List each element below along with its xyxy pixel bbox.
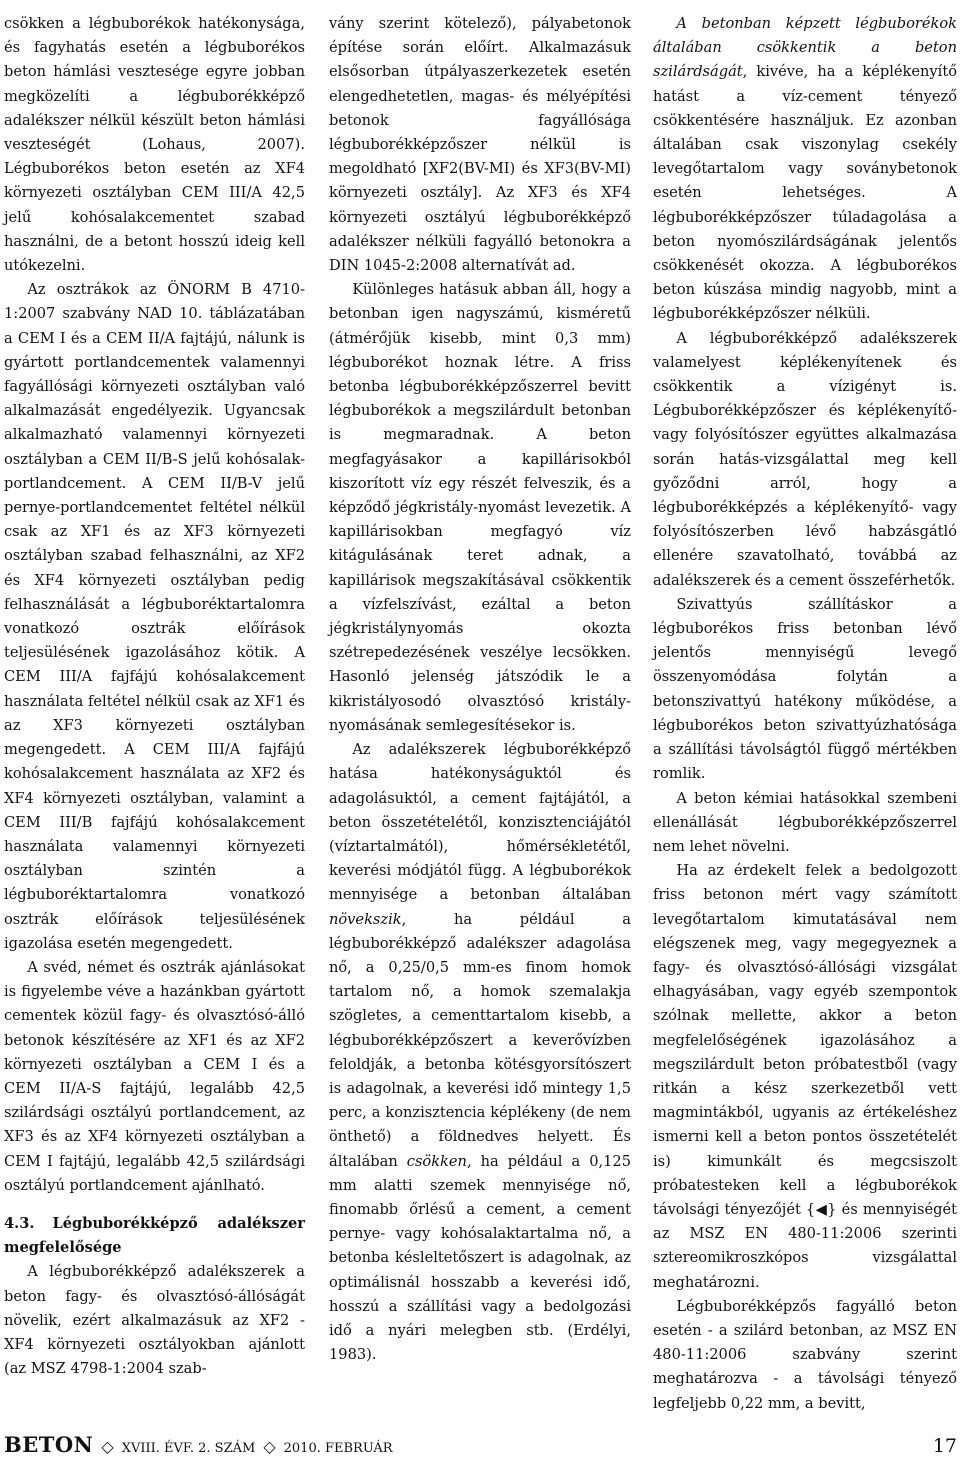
- text-run: Az adalékszerek légbuborékképző hatása hatékonyságuktól és adagolásuktól, a cement fajtájától, a beton összetételétől, konzisztenciájától (víztartalmától), hőmérsékletétől, keverési módjától függ. A légbuborékok mennyisége a betonban általában: [329, 741, 631, 904]
- column-3: [653, 12, 957, 1416]
- section-number: 4.3.: [4, 1214, 35, 1232]
- paragraph: [653, 859, 957, 1295]
- paragraph: A légbuborékképző adalékszerek a beton fagy- és olvasztósó-állóságát növelik, ezért alkalmazásuk az XF2 - XF4 környezeti osztályokban ajánlott (az MSZ 4798-1:2004 szab-: [4, 1263, 305, 1378]
- text-run: , ha például a 0,125 mm alatti szemek mennyisége nő, finomabb őrlésű a cement, a cement pernye- vagy kohósalaktartalma nő, a betonba késleltetőszert is adagolnak, az optimálisnál hosszabb a keverési idő, hosszú a szállítási vagy a bedolgozási idő a nyári melegben stb. (Erdélyi, 1983).: [329, 1152, 631, 1364]
- paragraph: vány szerint kötelező), pályabetonok építése során előírt. Alkalmazásuk elsősorban útpályaszerkezetek esetén elengedhetetlen, magas- és mélyépítési betonok fagyállósága légbuborékképzőszer nélkül is megoldható [XF2(BV-MI) és XF3(BV-MI) környezeti osztály]. Az XF3 és XF4 környezeti osztályú légbuborékképző adalékszer nélküli fagyálló betonokra a DIN 1045-2:2008 alternatívát ad.: [329, 15, 631, 275]
- paragraph: Különleges hatásuk abban áll, hogy a betonban igen nagyszámú, kisméretű (átmérőjük kisebb, mint 0,3 mm) légbuborékot hoznak létre. A friss betonba légbuborékképzőszerrel bevitt légbuborékok a megszilárdult betonban is megmaradnak. A beton megfagyásakor a kapillárisokból kiszorított víz egy részét felveszik, és a képződő jégkristály-nyomást levezetik. A kapillárisokban megfagyó víz kitágulásának teret adnak, a kapillárisok megszakításával csökkentik a vízfelszívást, ezáltal a beton jégkristálynyomás okozta szétrepedezésének veszélye lecsökken. Hasonló jelenség játszódik le a kikristályosodó olvasztósó kristály-nyomásának semlegesítésekor is.: [329, 281, 631, 734]
- paragraph: csökken a légbuborékok hatékonysága, és fagyhatás esetén a légbuborékos beton hámlási vesztesége egyre jobban megközelíti a légbuborékképző adalékszer nélkül készült beton hámlási veszteségét (Lohaus, 2007). Légbuborékos beton esetén az XF4 környezeti osztályban CEM III/A 42,5 jelű kohósalakcementet szabad használni, de a betont hosszú ideig kell utókezelni.: [4, 15, 305, 275]
- text-run: , ha például a légbuborékképző adalékszer adagolása nő, a 0,25/0,5 mm-es finom homok tartalom nő, a homok szemalakja szögletes, a cementtartalom kisebb, a légbuborékképzőszert a keverővízben feloldják, a betonba kötésgyorsítószert is adagolnak, a keverési idő mintegy 1,5 perc, a konzisztencia képlékeny (de nem önthető) a földnedves helyett. És általában: [329, 910, 631, 1170]
- paragraph: A légbuborékképző adalékszerek valamelyest képlékenyítenek és csökkentik a vízigényt is. Légbuborékképzőszer és képlékenyítő- vagy folyósítószer együttes alkalmazása során hatás-vizsgálattal meg kell győződni arról, hogy a légbuborékképzés a képlékenyítő- vagy folyósítószerben lévő habzásgátló ellenére szavatolható, továbbá az adalékszerek és a cement összeférhetők.: [653, 329, 957, 589]
- issue-date: 2010. FEBRUÁR: [283, 1441, 393, 1456]
- paragraph: A beton kémiai hatásokkal szembeni ellenállását légbuborékképzőszerrel nem lehet növelni.: [653, 789, 957, 855]
- text-run: } és mennyiségét az MSZ EN 480-11:2006 szerinti sztereomikroszkópos vizsgálattal meghatározni.: [653, 1200, 957, 1291]
- text-run: , kivéve, ha a képlékenyítő hatást a víz-cement tényező csökkentésére használjuk. Ez azonban általában csak viszonylag csekély levegőtartalom vagy soványbetonok esetén lehetséges. A légbuborékképzőszer túladagolása a beton nyomószilárdságának jelentős csökkenését okozza. A légbuborékos beton kúszása mindig nagyobb, mint a légbuborékképzőszer nélküli.: [653, 63, 957, 323]
- column-2: [329, 12, 631, 1367]
- page-footer: [4, 1432, 957, 1458]
- diamond-separator-icon: ◇: [101, 1437, 114, 1456]
- paragraph: [329, 738, 631, 1367]
- paragraph: [653, 12, 957, 327]
- paragraph: Az osztrákok az ÖNORM B 4710-1:2007 szabvány NAD 10. táblázatában a CEM I és a CEM II/A fajtájú, nálunk is gyártott portlandcementek valamennyi fagyállósági környezeti osztályban való alkalmazását engedélyezik. Ugyancsak alkalmazható valamennyi környezeti osztályban a CEM II/B-S jelű kohósalak-portlandcement. A CEM II/B-V jelű pernye-portlandcementet feltétel nélkül csak az XF1 és az XF3 környezeti osztályban szabad felhasználni, az XF2 és XF4 környezeti osztályban pedig felhasználását a légbuboréktartalomra vonatkozó osztrák előírások teljesülésének igazolásához kötik. A CEM III/A fajfájú kohósalakcement használata feltétel nélkül csak az XF1 és az XF3 környezeti osztályban megengedett. A CEM III/A fajfájú kohósalakcement használata az XF2 és XF4 környezeti osztályban, valamint a CEM III/B fajfájú kohósalakcement használata valamennyi környezeti osztályban szintén a légbuboréktartalomra vonatkozó osztrák előírások teljesülésének igazolása esetén megengedett.: [4, 281, 305, 952]
- column-1: [4, 12, 305, 1381]
- magazine-name: BETON: [4, 1432, 94, 1457]
- issue-info: XVIII. ÉVF. 2. SZÁM: [121, 1441, 256, 1456]
- paragraph: A svéd, német és osztrák ajánlásokat is figyelembe véve a hazánkban gyártott cementek közül fagy- és olvasztósó-álló betonok készítésére az XF1 és az XF2 környezeti osztályban a CEM I és a CEM II/A-S fajtájú, legalább 42,5 szilárdsági osztályú portlandcement, az XF3 és az XF4 környezeti osztályban a CEM I fajtájú, legalább 42,5 szilárdsági osztályú portlandcement ajánlható.: [4, 958, 305, 1194]
- text-run: Ha az érdekelt felek a bedolgozott friss betonon mért vagy számított levegőtartalom kimutatásával nem elégszenek meg, vagy megegyeznek a fagy- és olvasztósó-állósági vizsgálat elhagyásában, vagy egyéb szempontok szólnak mellette, akkor a beton megfelelőségének igazolásához a megszilárdult beton próbatestből (vagy ritkán a kész szerkezetből vett magmintákból, ugyanis az értékeléshez ismerni kell a beton pontos összetételét is) kimunkált és megcsiszolt próbatesteken kell a légbuborékok távolsági tényezőjét {: [653, 862, 957, 1218]
- section-heading: [4, 1212, 305, 1260]
- section-title: Légbuborékképző adalékszer megfelelősége: [4, 1214, 305, 1257]
- emphasis-text: csökken: [406, 1152, 467, 1170]
- paragraph: Szivattyús szállításkor a légbuborékos friss betonban lévő jelentős mennyiségű levegő összenyomódása folytán a betonszivattyú hatékony működése, a légbuborékos beton szivattyúzhatósága a szállítási távolságtól függő mértékben romlik.: [653, 595, 957, 783]
- emphasis-text: növekszik: [329, 910, 402, 928]
- triangle-marker-icon: ◀: [815, 1200, 828, 1218]
- page-number: 17: [932, 1435, 957, 1457]
- diamond-separator-icon: ◇: [263, 1437, 276, 1456]
- emphasis-text: A betonban képzett légbuborékok általában csökkentik a beton szilárdságát: [653, 15, 957, 81]
- paragraph: Légbuborékképzős fagyálló beton esetén - a szilárd betonban, az MSZ EN 480-11:2006 szabvány szerint meghatározva - a távolsági tényező legfeljebb 0,22 mm, a bevitt,: [653, 1297, 957, 1412]
